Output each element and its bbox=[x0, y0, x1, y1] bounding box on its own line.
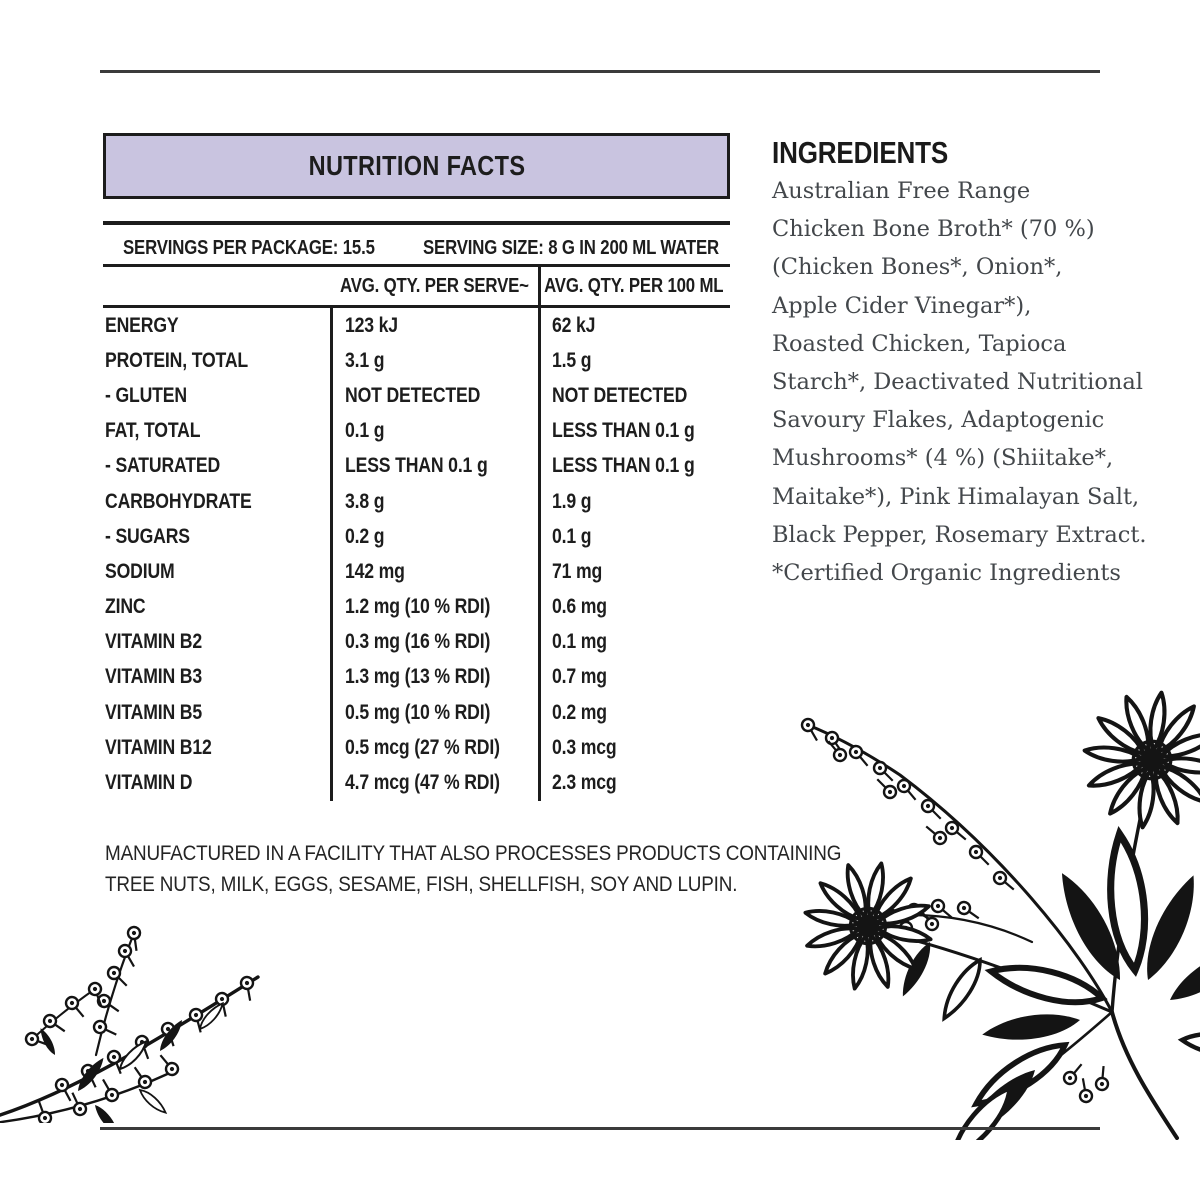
nutrient-label: - SATURATED bbox=[105, 454, 221, 478]
table-row bbox=[103, 765, 730, 800]
ingredients-section bbox=[772, 136, 1192, 592]
nutrition-facts-title: NUTRITION FACTS bbox=[308, 150, 525, 181]
table-row bbox=[103, 695, 730, 730]
per-serve-value: 0.5 mcg (27 % RDI) bbox=[345, 735, 500, 759]
ingredients-line: Mushrooms* (4 %) (Shiitake*, bbox=[772, 445, 1114, 472]
table-row bbox=[103, 519, 730, 554]
nutrient-label: VITAMIN B2 bbox=[105, 630, 202, 654]
nutrient-label: VITAMIN D bbox=[105, 771, 193, 795]
header-underline bbox=[103, 221, 730, 225]
table-row bbox=[103, 660, 730, 695]
per-100ml-value: 71 mg bbox=[552, 559, 603, 583]
ingredients-line: Starch*, Deactivated Nutritional bbox=[772, 369, 1143, 396]
table-row bbox=[103, 625, 730, 660]
column-header-label: AVG. QTY. PER SERVE~ bbox=[339, 274, 529, 297]
table-row bbox=[103, 484, 730, 519]
nutrient-label: ZINC bbox=[105, 595, 146, 619]
per-100ml-value: 1.9 g bbox=[552, 489, 592, 513]
nutrient-label: VITAMIN B3 bbox=[105, 665, 202, 689]
per-100ml-value: LESS THAN 0.1 g bbox=[552, 454, 695, 478]
nutrient-label: SODIUM bbox=[105, 559, 175, 583]
per-100ml-value: 62 kJ bbox=[552, 313, 596, 337]
per-serve-value: 4.7 mcg (47 % RDI) bbox=[345, 771, 500, 795]
nutrition-table bbox=[103, 308, 730, 801]
column-divider bbox=[330, 305, 333, 801]
servings-row bbox=[103, 232, 730, 264]
ingredients-line: (Chicken Bones*, Onion*, bbox=[772, 254, 1063, 281]
nutrition-facts-header bbox=[103, 133, 730, 199]
table-row bbox=[103, 378, 730, 413]
table-row bbox=[103, 590, 730, 625]
table-row bbox=[103, 414, 730, 449]
botanical-sprig-illustration-icon bbox=[0, 885, 262, 1123]
table-row bbox=[103, 449, 730, 484]
per-serve-value: 123 kJ bbox=[345, 313, 398, 337]
allergen-note-line: MANUFACTURED IN A FACILITY THAT ALSO PROCESSES PRODUCTS CONTAINING bbox=[105, 842, 842, 865]
per-100ml-value: LESS THAN 0.1 g bbox=[552, 419, 695, 443]
per-100ml-value: 0.1 mg bbox=[552, 630, 607, 654]
ingredients-line: Black Pepper, Rosemary Extract. bbox=[772, 521, 1147, 548]
botanical-flowers-illustration-icon bbox=[780, 680, 1200, 1140]
ingredients-title bbox=[772, 136, 1192, 170]
ingredients-line: Australian Free Range bbox=[772, 178, 1031, 204]
per-serve-value: 3.8 g bbox=[345, 489, 385, 513]
ingredients-line: *Certified Organic Ingredients bbox=[772, 560, 1121, 587]
per-100ml-value: 0.2 mg bbox=[552, 700, 607, 724]
ingredients-line: Maitake*), Pink Himalayan Salt, bbox=[772, 483, 1140, 510]
per-serve-value: 1.2 mg (10 % RDI) bbox=[345, 595, 491, 619]
per-100ml-value: 2.3 mcg bbox=[552, 771, 617, 795]
per-serve-value: 0.3 mg (16 % RDI) bbox=[345, 630, 491, 654]
per-100ml-value: NOT DETECTED bbox=[552, 383, 688, 407]
per-serve-value: 3.1 g bbox=[345, 348, 385, 372]
per-100ml-value: 1.5 g bbox=[552, 348, 592, 372]
ingredients-text bbox=[772, 172, 1192, 592]
column-header-per-100ml bbox=[538, 267, 730, 305]
column-divider bbox=[538, 264, 541, 801]
bottom-divider bbox=[100, 1127, 1100, 1130]
nutrient-label: FAT, TOTAL bbox=[105, 419, 201, 443]
ingredients-line: Roasted Chicken, Tapioca bbox=[772, 330, 1067, 357]
per-serve-value: 0.2 g bbox=[345, 524, 385, 548]
nutrient-label: PROTEIN, TOTAL bbox=[105, 348, 249, 372]
per-serve-value: 1.3 mg (13 % RDI) bbox=[345, 665, 491, 689]
nutrient-label: - GLUTEN bbox=[105, 383, 187, 407]
ingredients-line: Apple Cider Vinegar*), bbox=[772, 292, 1032, 319]
nutrition-facts-panel bbox=[103, 133, 842, 913]
ingredients-line: Chicken Bone Broth* (70 %) bbox=[772, 216, 1095, 243]
table-row bbox=[103, 308, 730, 343]
per-serve-value: 142 mg bbox=[345, 559, 405, 583]
ingredients-title-text: INGREDIENTS bbox=[772, 135, 949, 170]
per-100ml-value: 0.1 g bbox=[552, 524, 592, 548]
nutrient-label: ENERGY bbox=[105, 313, 179, 337]
per-100ml-value: 0.6 mg bbox=[552, 595, 607, 619]
servings-per-package: SERVINGS PER PACKAGE: 15.5 bbox=[123, 236, 375, 259]
table-row bbox=[103, 343, 730, 378]
per-serve-value: 0.5 mg (10 % RDI) bbox=[345, 700, 491, 724]
per-100ml-value: 0.7 mg bbox=[552, 665, 607, 689]
serving-size: SERVING SIZE: 8 G IN 200 ML WATER bbox=[422, 236, 719, 259]
nutrient-label: CARBOHYDRATE bbox=[105, 489, 252, 513]
top-divider bbox=[100, 70, 1100, 73]
table-row bbox=[103, 730, 730, 765]
per-serve-value: LESS THAN 0.1 g bbox=[345, 454, 488, 478]
per-serve-value: 0.1 g bbox=[345, 419, 385, 443]
table-row bbox=[103, 554, 730, 589]
allergen-note-line: TREE NUTS, MILK, EGGS, SESAME, FISH, SHELLFISH, SOY AND LUPIN. bbox=[105, 873, 738, 896]
per-100ml-value: 0.3 mcg bbox=[552, 735, 617, 759]
column-header-per-serve bbox=[330, 267, 538, 305]
nutrient-label: - SUGARS bbox=[105, 524, 190, 548]
nutrient-label: VITAMIN B12 bbox=[105, 735, 212, 759]
ingredients-line: Savoury Flakes, Adaptogenic bbox=[772, 407, 1105, 434]
column-header-label: AVG. QTY. PER 100 ML bbox=[544, 274, 724, 297]
per-serve-value: NOT DETECTED bbox=[345, 383, 481, 407]
nutrient-label: VITAMIN B5 bbox=[105, 700, 202, 724]
